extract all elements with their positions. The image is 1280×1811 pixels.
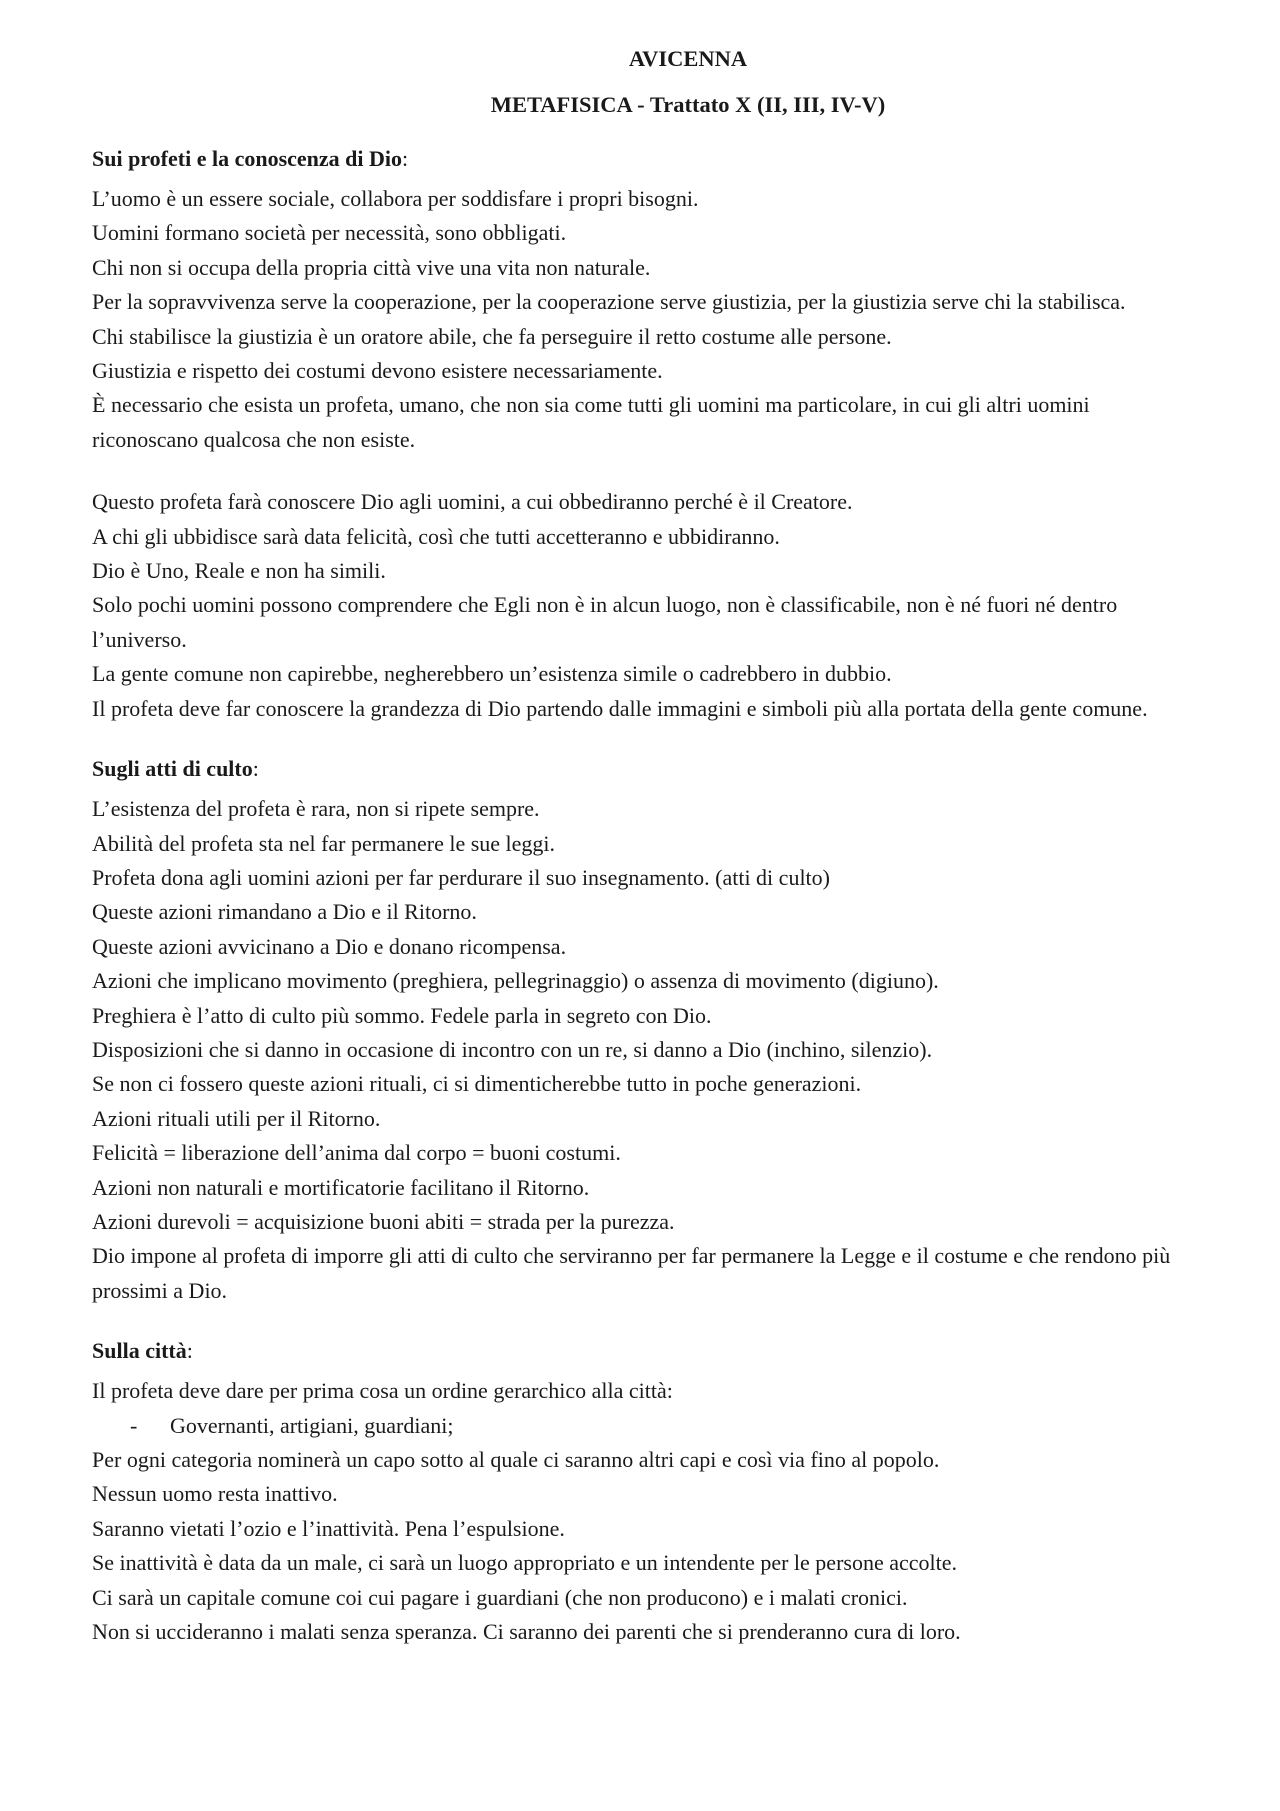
text-line: Preghiera è l’atto di culto più sommo. Fedele parla in segreto con Dio. [92, 1002, 712, 1028]
text-line: Disposizioni che si danno in occasione di incontro con un re, si danno a Dio (inchino, silenzio). [92, 1036, 933, 1062]
section-worship [92, 752, 1198, 1308]
text-line: Il profeta deve far conoscere la grandezza di Dio partendo dalle immagini e simboli più alla portata della gente comune. [92, 695, 1148, 721]
text-line: Chi non si occupa della propria città vive una vita non naturale. [92, 254, 651, 280]
text-line: Chi stabilisce la giustizia è un oratore abile, che fa perseguire il retto costume alle persone. [92, 323, 892, 349]
text-line: Se inattività è data da un male, ci sarà un luogo appropriato e un intendente per le persone accolte. [92, 1550, 958, 1576]
text-line: Abilità del profeta sta nel far permanere le sue leggi. [92, 830, 556, 856]
text-line: Profeta dona agli uomini azioni per far perdurare il suo insegnamento. (atti di culto) [92, 864, 830, 890]
section-heading: Sulla città: [92, 1338, 193, 1364]
section-heading: Sugli atti di culto: [92, 756, 259, 782]
text-line: L’uomo è un essere sociale, collabora per soddisfare i propri bisogni. [92, 186, 699, 211]
text-line: Non si uccideranno i malati senza speranza. Ci saranno dei parenti che si prenderanno cura di loro. [92, 1619, 961, 1645]
paragraph [92, 485, 1198, 726]
list-item: - Governanti, artigiani, guardiani; [92, 1409, 1198, 1443]
section-heading: Sui profeti e la conoscenza di Dio: [92, 146, 409, 171]
text-line: A chi gli ubbidisce sarà data felicità, così che tutti accetteranno e ubbidiranno. [92, 523, 780, 549]
text-line: L’esistenza del profeta è rara, non si ripete sempre. [92, 796, 540, 822]
text-line: Il profeta deve dare per prima cosa un ordine gerarchico alla città: [92, 1378, 673, 1404]
text-line: Queste azioni rimandano a Dio e il Ritorno. [92, 899, 477, 925]
text-line: È necessario che esista un profeta, umano, che non sia come tutti gli uomini ma particolare, in cui gli altri uomini riconoscano qualcosa che non esiste. [92, 392, 1090, 452]
bullet-dash: - [130, 1412, 138, 1438]
text-line: Queste azioni avvicinano a Dio e donano ricompensa. [92, 933, 567, 959]
paragraph [92, 792, 1198, 1308]
text-line: Azioni non naturali e mortificatorie facilitano il Ritorno. [92, 1174, 590, 1200]
text-line: Nessun uomo resta inattivo. [92, 1481, 338, 1507]
document-title: AVICENNA [628, 46, 748, 71]
text-line: Giustizia e rispetto dei costumi devono esistere necessariamente. [92, 358, 663, 384]
text-line: Azioni durevoli = acquisizione buoni abiti = strada per la purezza. [92, 1208, 675, 1234]
text-line: Felicità = liberazione dell’anima dal corpo = buoni costumi. [92, 1140, 621, 1166]
section-prophets [92, 142, 1198, 726]
text-line: Per ogni categoria nominerà un capo sotto al quale ci saranno altri capi e così via fino al popolo. [92, 1447, 940, 1472]
text-line: La gente comune non capirebbe, negherebbero un’esistenza simile o cadrebbero in dubbio. [92, 661, 892, 687]
text-line: Uomini formano società per necessità, sono obbligati. [92, 220, 567, 246]
section-city [92, 1334, 1198, 1649]
text-line: Azioni rituali utili per il Ritorno. [92, 1105, 381, 1131]
document-subtitle: METAFISICA - Trattato X (II, III, IV-V) [490, 92, 886, 117]
text-line: Saranno vietati l’ozio e l’inattività. Pena l’espulsione. [92, 1515, 565, 1541]
text-line: Per la sopravvivenza serve la cooperazione, per la cooperazione serve giustizia, per la giustizia serve chi la stabilisca. [92, 289, 1126, 315]
text-line: Dio impone al profeta di imporre gli atti di culto che serviranno per far permanere la Legge e il costume e che rendono più prossimi a Dio. [92, 1243, 1171, 1303]
text-line: Solo pochi uomini possono comprendere che Egli non è in alcun luogo, non è classificabile, non è né fuori né dentro l’universo. [92, 592, 1118, 652]
text-line: Ci sarà un capitale comune coi cui pagare i guardiani (che non producono) e i malati cronici. [92, 1584, 908, 1610]
text-line: Se non ci fossero queste azioni rituali, ci si dimenticherebbe tutto in poche generazioni. [92, 1071, 862, 1097]
paragraph [92, 182, 1198, 457]
text-line: Azioni che implicano movimento (preghiera, pellegrinaggio) o assenza di movimento (digiuno). [92, 968, 939, 994]
document-page [92, 44, 1198, 1649]
text-line: Questo profeta farà conoscere Dio agli uomini, a cui obbediranno perché è il Creatore. [92, 489, 853, 515]
text-line: Dio è Uno, Reale e non ha simili. [92, 558, 386, 584]
